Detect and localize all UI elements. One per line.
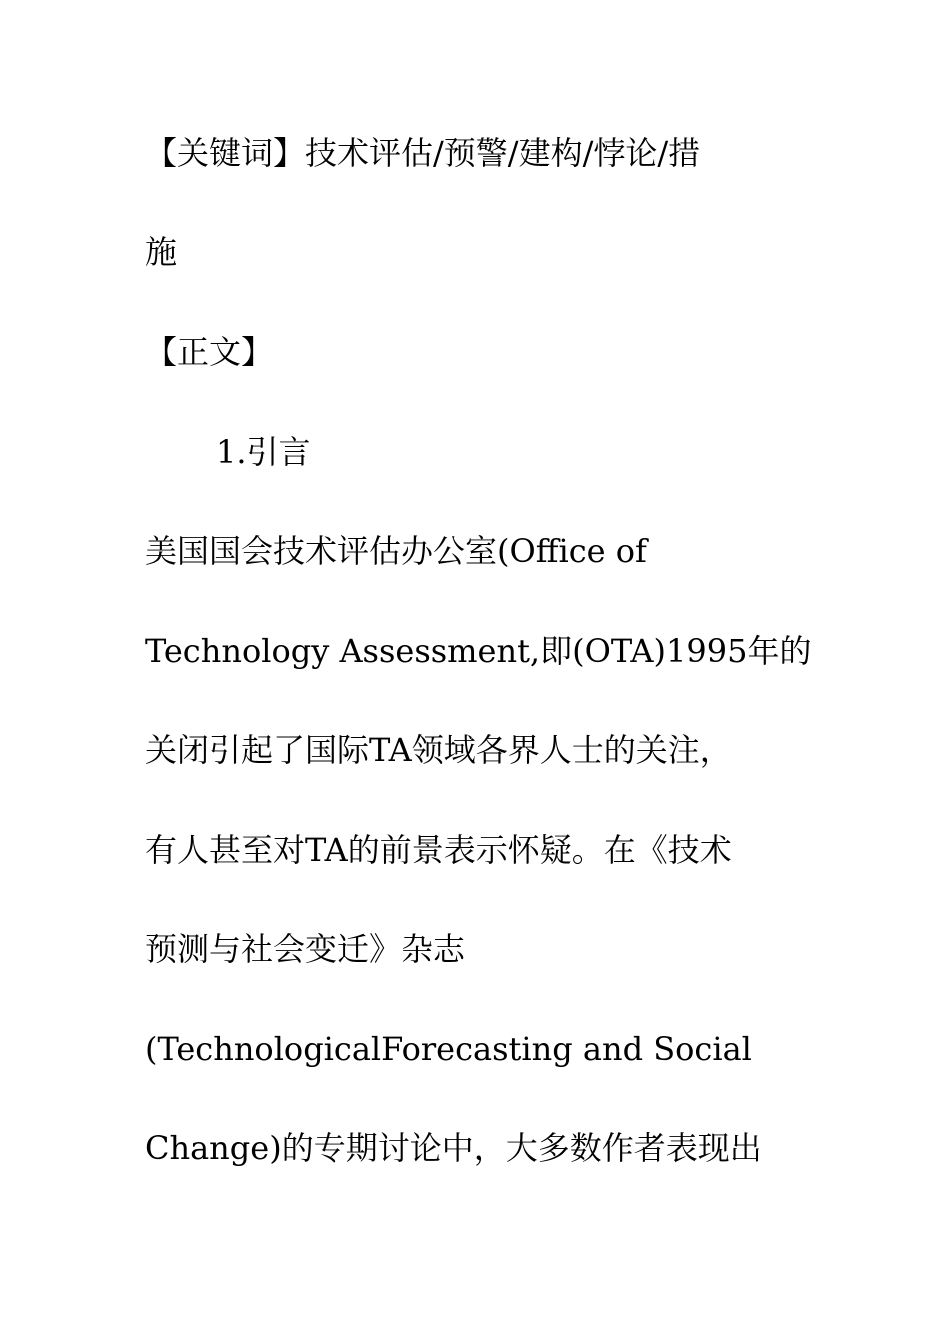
body-heading: 【正文】 [145,333,274,371]
keywords-line-2: 施 [145,233,178,271]
section-title: 1.引言 [216,433,311,471]
keywords-line-1: 【关键词】技术评估/预警/建构/悖论/措 [145,134,701,172]
paragraph-line: 预测与社会变迁》杂志 [145,930,466,968]
paragraph-line: 美国国会技术评估办公室(Office of [145,532,647,570]
paragraph-line: Technology Assessment,即(OTA)1995年的 [145,632,812,670]
paragraph-line: 关闭引起了国际TA领域各界人士的关注， [145,731,732,769]
paragraph-line: Change)的专期讨论中，大多数作者表现出 [145,1129,762,1167]
paragraph-line: (TechnologicalForecasting and Social [145,1030,752,1068]
paragraph-line: 有人甚至对TA的前景表示怀疑。在《技术 [145,831,732,869]
